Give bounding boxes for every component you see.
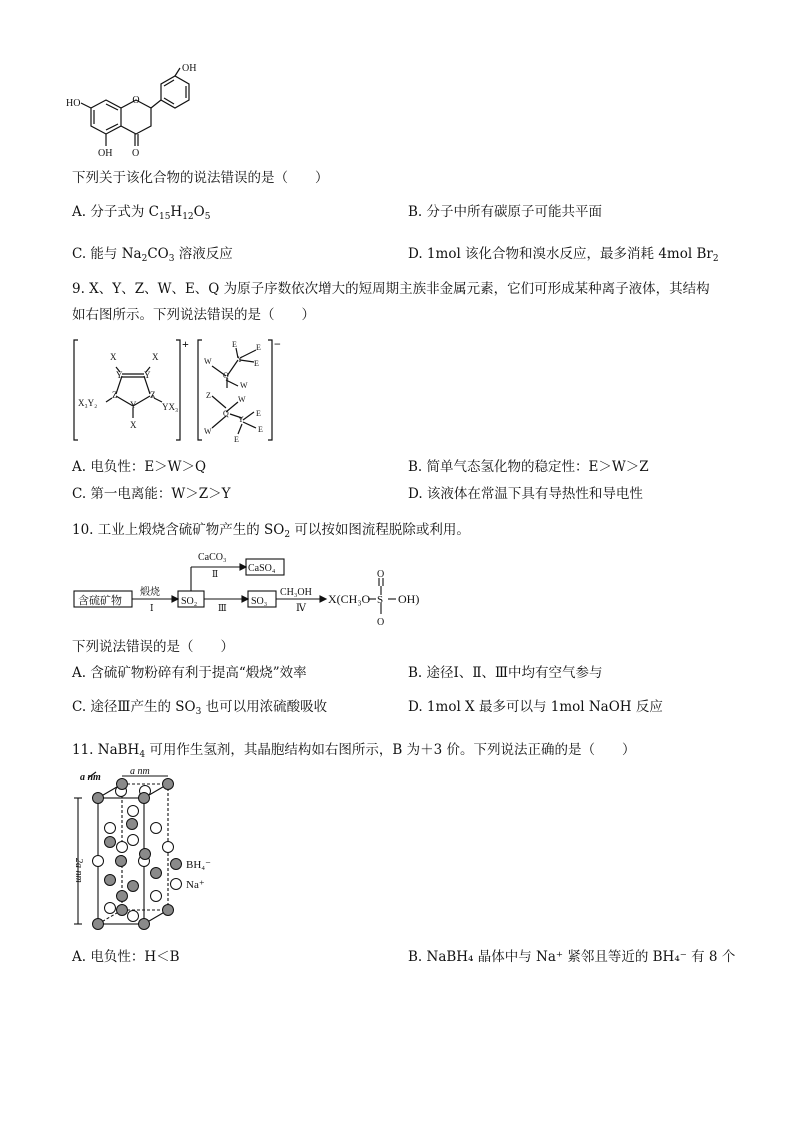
na-ion-atom	[128, 835, 139, 846]
svg-text:Y: Y	[130, 400, 137, 410]
na-ion-atom	[93, 856, 104, 867]
q10-option-a[interactable]: A. 含硫矿物粉碎有利于提高“煅烧”效率	[72, 665, 307, 681]
svg-text:Z: Z	[206, 391, 211, 400]
q10-option-d[interactable]: D. 1mol X 最多可以与 1mol NaOH 反应	[408, 699, 663, 715]
sulfur-process-flowchart	[70, 545, 460, 633]
q8-option-d[interactable]: D. 1mol 该化合物和溴水反应，最多消耗 4mol $Br_2$	[408, 246, 719, 264]
svg-text:Ⅲ: Ⅲ	[218, 603, 227, 613]
flavanone-structure	[66, 60, 226, 164]
svg-text:Y: Y	[237, 355, 243, 364]
bh4-ion-atom	[163, 779, 174, 790]
bh4-ion-atom	[117, 779, 128, 790]
svg-text:O: O	[377, 617, 385, 628]
q8-option-a[interactable]: A. 分子式为 $C_{15}H_{12}O_5$	[72, 204, 211, 222]
bh4-ion-atom	[116, 856, 127, 867]
q10-stem: 10. 工业上煅烧含硫矿物产生的 $SO_2$ 可以按如图流程脱除或利用。	[72, 522, 470, 540]
q9-option-a[interactable]: A. 电负性：E＞W＞Q	[72, 459, 207, 475]
svg-text:X: X	[152, 352, 159, 362]
svg-text:CaSO₄: CaSO₄	[248, 563, 276, 574]
cell-a-top: a nm	[130, 768, 150, 777]
cell-a-side: a nm	[80, 772, 101, 783]
svg-text:Z: Z	[112, 390, 118, 400]
q10-ask: 下列说法错误的是（ ）	[72, 639, 234, 655]
svg-text:SO₂: SO₂	[181, 596, 198, 607]
svg-text:煅烧: 煅烧	[140, 587, 160, 598]
svg-text:X: X	[110, 352, 117, 362]
cell-2a: 2a nm	[73, 858, 84, 883]
q9-option-b[interactable]: B. 简单气态氢化物的稳定性：E＞W＞Z	[408, 459, 649, 475]
legend-na-marker	[171, 879, 182, 890]
svg-text:Y: Y	[238, 415, 244, 424]
q8-option-c[interactable]: C. 能与 $Na_2CO_3$ 溶液反应	[72, 246, 233, 264]
svg-text:S: S	[377, 594, 384, 606]
na-ion-atom	[151, 891, 162, 902]
bh4-ion-atom	[163, 905, 174, 916]
svg-text:W: W	[240, 381, 248, 390]
svg-text:CH₃OH: CH₃OH	[280, 587, 312, 598]
svg-text:E: E	[254, 359, 259, 368]
na-ion-atom	[117, 842, 128, 853]
svg-text:Y: Y	[144, 370, 151, 380]
svg-text:W: W	[204, 427, 212, 436]
svg-text:O: O	[377, 569, 385, 580]
bh4-ion-atom	[105, 875, 116, 886]
svg-text:OH): OH)	[398, 592, 420, 606]
svg-text:Z: Z	[150, 390, 156, 400]
bh4-ion-atom	[139, 793, 150, 804]
q10-option-b[interactable]: B. 途径Ⅰ、Ⅱ、Ⅲ中均有空气参与	[408, 665, 603, 681]
bh4-ion-atom	[139, 919, 150, 930]
bh4-ion-atom	[140, 849, 151, 860]
q11-option-a[interactable]: A. 电负性：H＜B	[72, 949, 180, 965]
svg-text:Ⅰ: Ⅰ	[150, 603, 154, 613]
svg-text:Ⅳ: Ⅳ	[296, 603, 306, 614]
q11-stem: 11. NaBH$_4$ 可用作生氢剂，其晶胞结构如右图所示，B 为＋3 价。下列说法正确的是（ ）	[72, 742, 636, 760]
nabh4-unit-cell	[70, 768, 240, 938]
svg-text:SO₃: SO₃	[251, 596, 268, 607]
legend-na-label: Na⁺	[186, 879, 205, 891]
svg-text:E: E	[258, 425, 263, 434]
legend-bh4-marker	[171, 859, 182, 870]
svg-text:CaCO₃: CaCO₃	[198, 552, 227, 563]
q10-option-c[interactable]: C. 途径Ⅲ产生的 $SO_3$ 也可以用浓硫酸吸收	[72, 699, 328, 717]
na-ion-atom	[128, 911, 139, 922]
svg-text:E: E	[232, 340, 237, 349]
svg-text:Y: Y	[116, 370, 123, 380]
na-ion-atom	[105, 823, 116, 834]
svg-text:X: X	[130, 420, 137, 430]
svg-text:YX₃: YX₃	[162, 402, 179, 412]
na-ion-atom	[128, 806, 139, 817]
bh4-ion-atom	[105, 837, 116, 848]
bh4-ion-atom	[151, 868, 162, 879]
svg-text:X₃Y₂: X₃Y₂	[78, 398, 98, 408]
bh4-ion-atom	[128, 881, 139, 892]
oh-top-label: OH	[182, 63, 197, 74]
svg-text:Ⅱ: Ⅱ	[212, 569, 219, 579]
na-ion-atom	[151, 823, 162, 834]
q8-stem: 下列关于该化合物的说法错误的是（ ）	[72, 170, 329, 186]
svg-text:O: O	[132, 95, 140, 106]
bh4-ion-atom	[117, 891, 128, 902]
svg-text:X(CH₃O: X(CH₃O	[328, 592, 371, 606]
svg-text:E: E	[234, 435, 239, 444]
svg-text:W: W	[204, 357, 212, 366]
svg-text:含硫矿物: 含硫矿物	[78, 595, 122, 607]
q8-option-b[interactable]: B. 分子中所有碳原子可能共平面	[408, 204, 603, 220]
anion-charge: −	[274, 337, 281, 351]
q9-stem-line2: 如右图所示。下列说法错误的是（ ）	[72, 307, 315, 323]
q9-option-c[interactable]: C. 第一电离能：W＞Z＞Y	[72, 486, 231, 502]
bh4-ion-atom	[127, 819, 138, 830]
bh4-ion-atom	[93, 793, 104, 804]
q11-option-b[interactable]: B. NaBH₄ 晶体中与 Na⁺ 紧邻且等近的 BH₄⁻ 有 8 个	[408, 949, 736, 965]
q9-stem-line1: 9. X、Y、Z、W、E、Q 为原子序数依次增大的短周期主族非金属元素，它们可形成某种离子液体，其结构	[72, 281, 710, 297]
ionic-liquid-structure	[70, 336, 290, 446]
svg-text:E: E	[256, 409, 261, 418]
bh4-ion-atom	[93, 919, 104, 930]
bh4-ion-atom	[117, 905, 128, 916]
ho-left-label: HO	[66, 98, 81, 109]
svg-text:E: E	[256, 343, 261, 352]
q9-option-d[interactable]: D. 该液体在常温下具有导热性和导电性	[408, 486, 643, 502]
oh-bottom-label: OH	[98, 148, 113, 159]
cation-charge: +	[182, 337, 189, 351]
na-ion-atom	[105, 903, 116, 914]
legend-bh4-label: BH₄⁻	[186, 859, 211, 871]
svg-text:Q: Q	[223, 409, 229, 418]
na-ion-atom	[163, 842, 174, 853]
ketone-o-label: O	[132, 148, 140, 159]
svg-text:W: W	[238, 395, 246, 404]
svg-text:Q: Q	[223, 371, 229, 380]
